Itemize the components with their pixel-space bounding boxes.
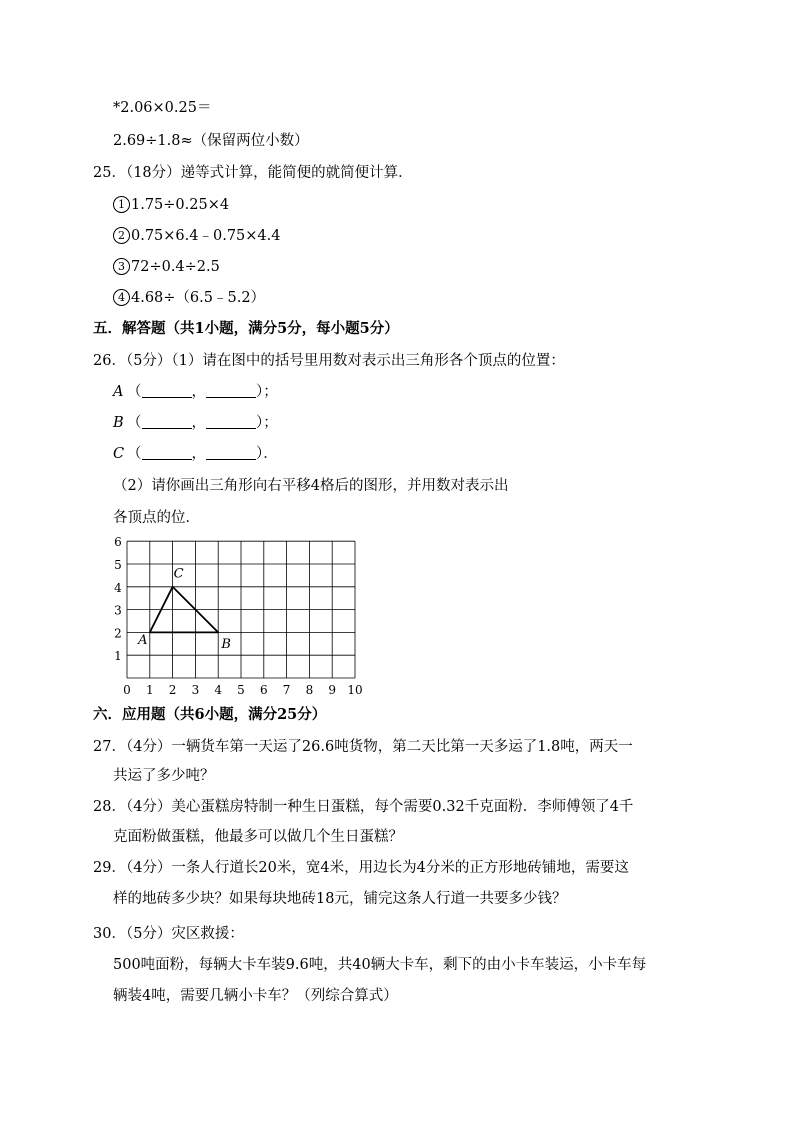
circled-number: 2 (113, 227, 130, 244)
answer-line-c: C （ ， ）． (113, 446, 278, 462)
answer-blank[interactable] (206, 445, 256, 460)
y-tick-label: 3 (114, 603, 122, 618)
y-tick-label: 1 (114, 649, 122, 664)
answer-blank[interactable] (206, 414, 256, 429)
x-tick-label: 10 (347, 683, 363, 697)
answer-line-b: B （ ， ）； (113, 415, 278, 431)
vertex-label: A (138, 632, 148, 648)
question-29: 29．（4分）一条人行道长20米，宽4米，用边长为4分米的正方形地砖铺地，需要这 (93, 860, 629, 876)
x-tick-label: 9 (328, 683, 337, 697)
vertex-label: B (221, 636, 231, 652)
x-tick-label: 0 (123, 683, 131, 697)
answer-blank[interactable] (142, 414, 192, 429)
question-30-line-3: 辆装4吨，需要几辆小卡车？（列综合算式） (113, 988, 398, 1004)
q25-item-3: 3 72÷0.4÷2.5 (113, 257, 220, 277)
answer-line-a: A （ ， ）； (113, 384, 278, 400)
y-tick-label: 2 (114, 626, 122, 641)
y-tick-label: 5 (114, 558, 122, 572)
x-tick-label: 7 (282, 683, 291, 697)
x-tick-label: 4 (214, 683, 223, 697)
y-tick-label: 6 (114, 535, 122, 550)
question-29-cont: 样的地砖多少块？如果每块地砖18元，铺完这条人行道一共要多少钱？ (113, 891, 567, 907)
x-tick-label: 1 (145, 683, 154, 697)
question-30: 30．（5分）灾区救援： (93, 926, 244, 942)
q25-item-4: 4 4.68÷（6.5﹣5.2） (113, 288, 265, 308)
expression-line-1: *2.06×0.25＝ (113, 100, 212, 116)
coordinate-grid (0, 530, 794, 700)
question-30-line-2: 500吨面粉，每辆大卡车装9.6吨，共40辆大卡车，剩下的由小卡车装运，小卡车每 (113, 957, 647, 973)
y-tick-label: 4 (114, 580, 122, 595)
question-26-part-2-cont: 各顶点的位． (113, 510, 200, 526)
circled-number: 3 (113, 258, 130, 275)
circled-number: 1 (113, 196, 130, 213)
question-27: 27．（4分）一辆货车第一天运了26.6吨货物，第二天比第一天多运了1.8吨，两天一 (93, 739, 633, 755)
q25-item-1: 1 1.75÷0.25×4 (113, 195, 229, 215)
question-28: 28．（4分）美心蛋糕房特制一种生日蛋糕，每个需要0.32千克面粉．李师傅领了4千 (93, 799, 634, 815)
answer-blank[interactable] (142, 383, 192, 398)
circled-number: 4 (113, 289, 130, 306)
x-tick-label: 2 (168, 683, 177, 697)
question-27-cont: 共运了多少吨？ (113, 768, 215, 784)
section-6-heading: 六．应用题（共6小题，满分25分） (93, 706, 327, 723)
answer-blank[interactable] (142, 445, 192, 460)
vertex-label: C (173, 566, 184, 582)
answer-blank[interactable] (206, 383, 256, 398)
x-tick-label: 8 (305, 683, 314, 697)
expression-line-2: 2.69÷1.8≈（保留两位小数） (113, 133, 309, 149)
question-25: 25．（18分）递等式计算，能简便的就简便计算． (93, 165, 413, 181)
question-26-part-2: （2）请你画出三角形向右平移4格后的图形，并用数对表示出 (113, 478, 509, 494)
question-26: 26．（5分）（1）请在图中的括号里用数对表示出三角形各个顶点的位置： (93, 353, 565, 369)
x-tick-label: 3 (191, 683, 200, 697)
section-5-heading: 五．解答题（共1小题，满分5分，每小题5分） (93, 320, 399, 337)
q25-item-2: 2 0.75×6.4﹣0.75×4.4 (113, 226, 281, 246)
question-28-cont: 克面粉做蛋糕，他最多可以做几个生日蛋糕？ (113, 829, 403, 845)
x-tick-label: 6 (259, 683, 268, 697)
x-tick-label: 5 (237, 683, 245, 697)
